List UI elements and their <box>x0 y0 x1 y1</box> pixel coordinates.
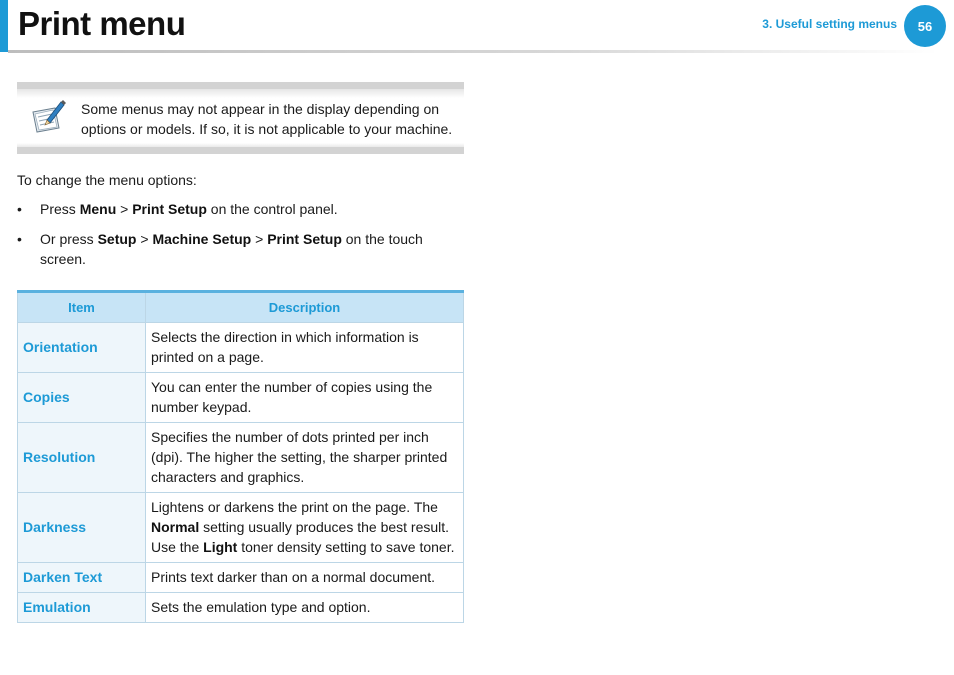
item-name: Copies <box>18 373 146 423</box>
item-name: Emulation <box>18 593 146 623</box>
table-header-row <box>18 292 464 323</box>
normal-setting-term: Normal <box>151 519 200 535</box>
page-number: 56 <box>917 18 933 34</box>
note-text: Some menus may not appear in the display depending on options or models. If so, it is not applicable to your machine. <box>81 101 453 137</box>
path-separator: > <box>116 201 133 217</box>
chapter-label: 3. Useful setting menus <box>762 17 897 31</box>
light-setting-term: Light <box>203 539 238 555</box>
item-name: Resolution <box>18 423 146 493</box>
item-description: Specifies the number of dots printed per inch (dpi). The higher the setting, the sharper printed characters and graphics. <box>146 423 464 493</box>
table-row <box>18 563 464 593</box>
list-text: on the control panel. <box>206 201 338 217</box>
column-header-description: Description <box>146 292 464 323</box>
column-header-item: Item <box>18 292 146 323</box>
page-title: Print menu <box>18 5 186 42</box>
intro-text: To change the menu options: <box>17 172 197 188</box>
menu-path-setup: Setup <box>97 231 137 247</box>
menu-path-print-setup: Print Setup <box>132 201 207 217</box>
header-accent-bar <box>0 0 8 52</box>
table-row <box>18 593 464 623</box>
page-number-badge <box>904 5 946 47</box>
list-item <box>17 229 464 269</box>
item-description <box>146 493 464 563</box>
bullet-marker: • <box>17 201 22 217</box>
item-description: Selects the direction in which information is printed on a page. <box>146 323 464 373</box>
item-description: Prints text darker than on a normal document. <box>146 563 464 593</box>
item-name: Darkness <box>18 493 146 563</box>
menu-path-print-setup: Print Setup <box>267 231 342 247</box>
description-text: toner density setting to save toner. <box>237 539 455 555</box>
path-separator: > <box>251 231 268 247</box>
item-name: Orientation <box>18 323 146 373</box>
note-box <box>17 82 464 154</box>
list-text: on the touch screen. <box>40 231 423 267</box>
description-text: setting usually produces the best result. Use the <box>151 519 450 555</box>
list-text: Press <box>40 201 80 217</box>
print-menu-table <box>17 290 464 623</box>
header-rule <box>8 50 938 53</box>
item-description: Sets the emulation type and option. <box>146 593 464 623</box>
item-name: Darken Text <box>18 563 146 593</box>
bullet-marker: • <box>17 231 22 247</box>
menu-path-machine-setup: Machine Setup <box>152 231 252 247</box>
note-pencil-icon <box>27 98 67 138</box>
menu-path-menu: Menu <box>79 201 117 217</box>
table-row <box>18 423 464 493</box>
item-description: You can enter the number of copies using the number keypad. <box>146 373 464 423</box>
list-item <box>17 199 464 219</box>
table-row <box>18 323 464 373</box>
description-text: Lightens or darkens the print on the page. The <box>151 499 438 515</box>
list-text: Or press <box>40 231 98 247</box>
path-separator: > <box>136 231 153 247</box>
table-row <box>18 493 464 563</box>
instruction-list <box>17 199 464 279</box>
table-row <box>18 373 464 423</box>
